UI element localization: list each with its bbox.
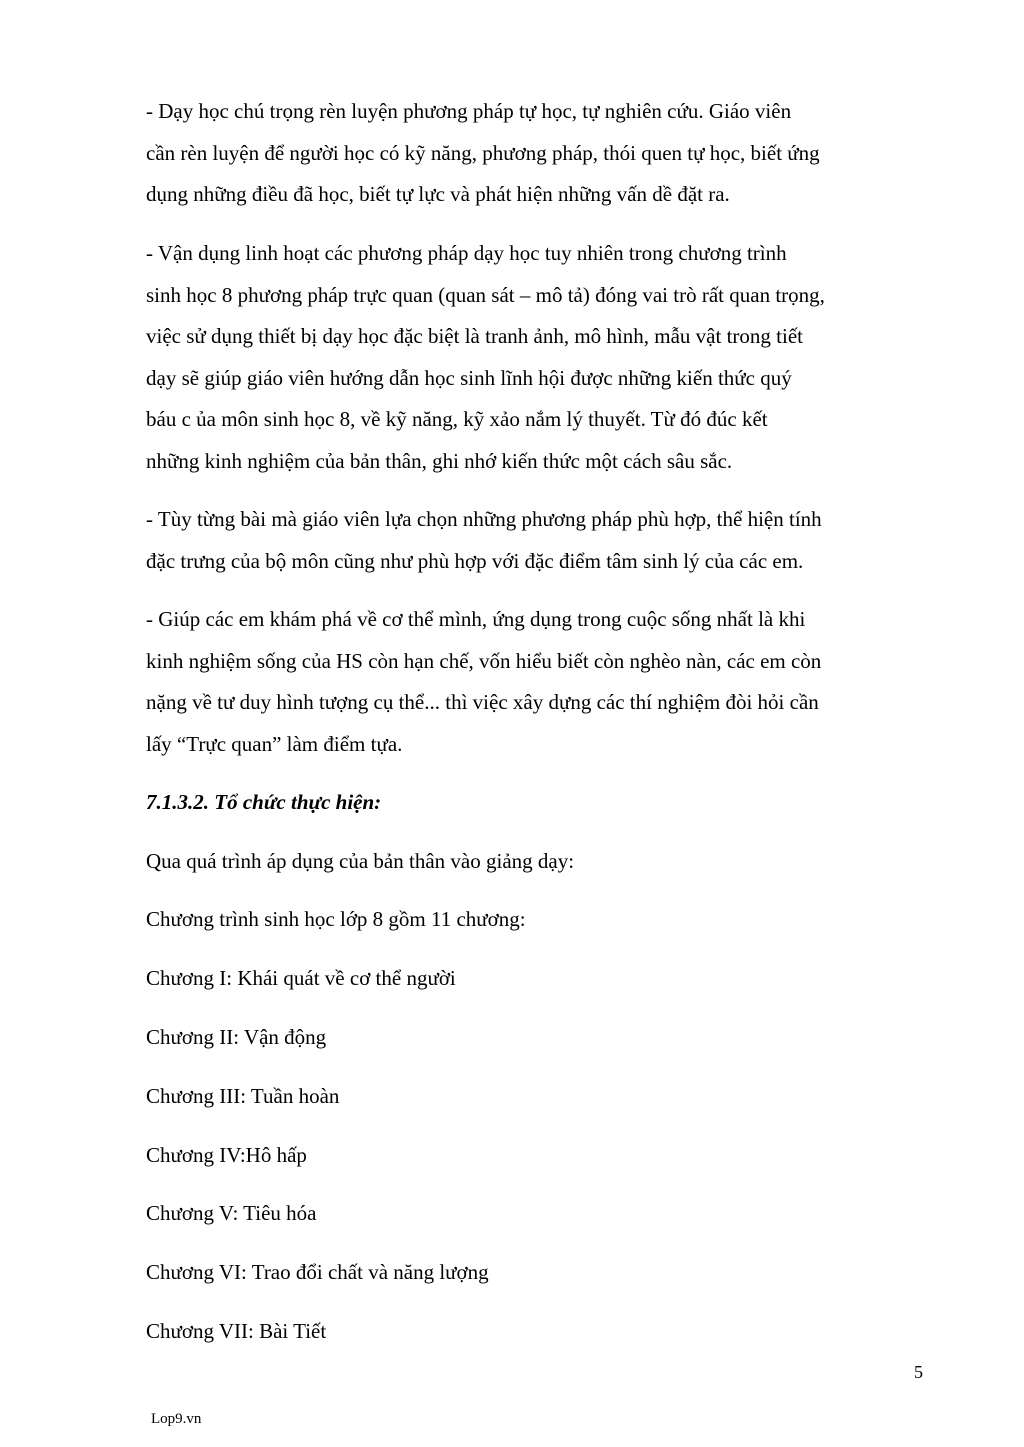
text-line: nặng về tư duy hình tượng cụ thể... thì việc xây dựng các thí nghiệm đòi hỏi cần bbox=[146, 690, 819, 714]
footer-site-name: Lop9.vn bbox=[151, 1411, 202, 1427]
text-line: - Giúp các em khám phá về cơ thể mình, ứng dụng trong cuộc sống nhất là khi bbox=[146, 607, 806, 631]
text-line: đặc trưng của bộ môn cũng như phù hợp với đặc điểm tâm sinh lý của các em. bbox=[146, 548, 804, 573]
text-line: việc sử dụng thiết bị dạy học đặc biệt là tranh ảnh, mô hình, mẫu vật trong tiết bbox=[146, 324, 803, 348]
chapter-item: Chương VII: Bài Tiết bbox=[146, 1319, 327, 1343]
chapter-count-line: Chương trình sinh học lớp 8 gồm 11 chương: bbox=[146, 907, 526, 931]
intro-line: Qua quá trình áp dụng của bản thân vào giảng dạy: bbox=[146, 849, 575, 873]
text-line: - Dạy học chú trọng rèn luyện phương pháp tự học, tự nghiên cứu. Giáo viên bbox=[146, 99, 792, 123]
chapter-item: Chương I: Khái quát về cơ thể người bbox=[146, 966, 456, 990]
page-number: 5 bbox=[914, 1362, 923, 1382]
text-line: - Tùy từng bài mà giáo viên lựa chọn những phương pháp phù hợp, thể hiện tính bbox=[146, 507, 822, 531]
chapter-item: Chương IV:Hô hấp bbox=[146, 1143, 307, 1167]
text-line: những kinh nghiệm của bản thân, ghi nhớ kiến thức một cách sâu sắc. bbox=[146, 448, 733, 473]
text-line: lấy “Trực quan” làm điểm tựa. bbox=[146, 731, 403, 756]
text-line: dạy sẽ giúp giáo viên hướng dẫn học sinh lĩnh hội được những kiến thức quý bbox=[146, 365, 792, 390]
text-line: dụng những điều đã học, biết tự lực và phát hiện những vấn dề đặt ra. bbox=[146, 182, 730, 206]
text-line: - Vận dụng linh hoạt các phương pháp dạy học tuy nhiên trong chương trình bbox=[146, 241, 787, 265]
text-line: sinh học 8 phương pháp trực quan (quan sát – mô tả) đóng vai trò rất quan trọng, bbox=[146, 282, 825, 307]
chapter-item: Chương II: Vận động bbox=[146, 1025, 327, 1049]
paragraph-method-choice bbox=[146, 499, 936, 582]
text-line: kinh nghiệm sống của HS còn hạn chế, vốn hiểu biết còn nghèo nàn, các em còn bbox=[146, 648, 822, 673]
chapter-item: Chương III: Tuần hoàn bbox=[146, 1084, 340, 1108]
paragraph-explore-body bbox=[146, 599, 936, 765]
chapter-item: Chương V: Tiêu hóa bbox=[146, 1201, 317, 1225]
paragraph-visual-method bbox=[146, 233, 936, 482]
text-line: báu c ủa môn sinh học 8, về kỹ năng, kỹ xảo nắm lý thuyết. Từ đó đúc kết bbox=[146, 407, 768, 431]
text-line: cần rèn luyện để người học có kỹ năng, phương pháp, thói quen tự học, biết ứng bbox=[146, 140, 820, 165]
section-heading: 7.1.3.2. Tổ chức thực hiện: bbox=[146, 790, 382, 814]
chapter-item: Chương VI: Trao đổi chất và năng lượng bbox=[146, 1260, 489, 1284]
paragraph-self-study bbox=[146, 91, 936, 216]
